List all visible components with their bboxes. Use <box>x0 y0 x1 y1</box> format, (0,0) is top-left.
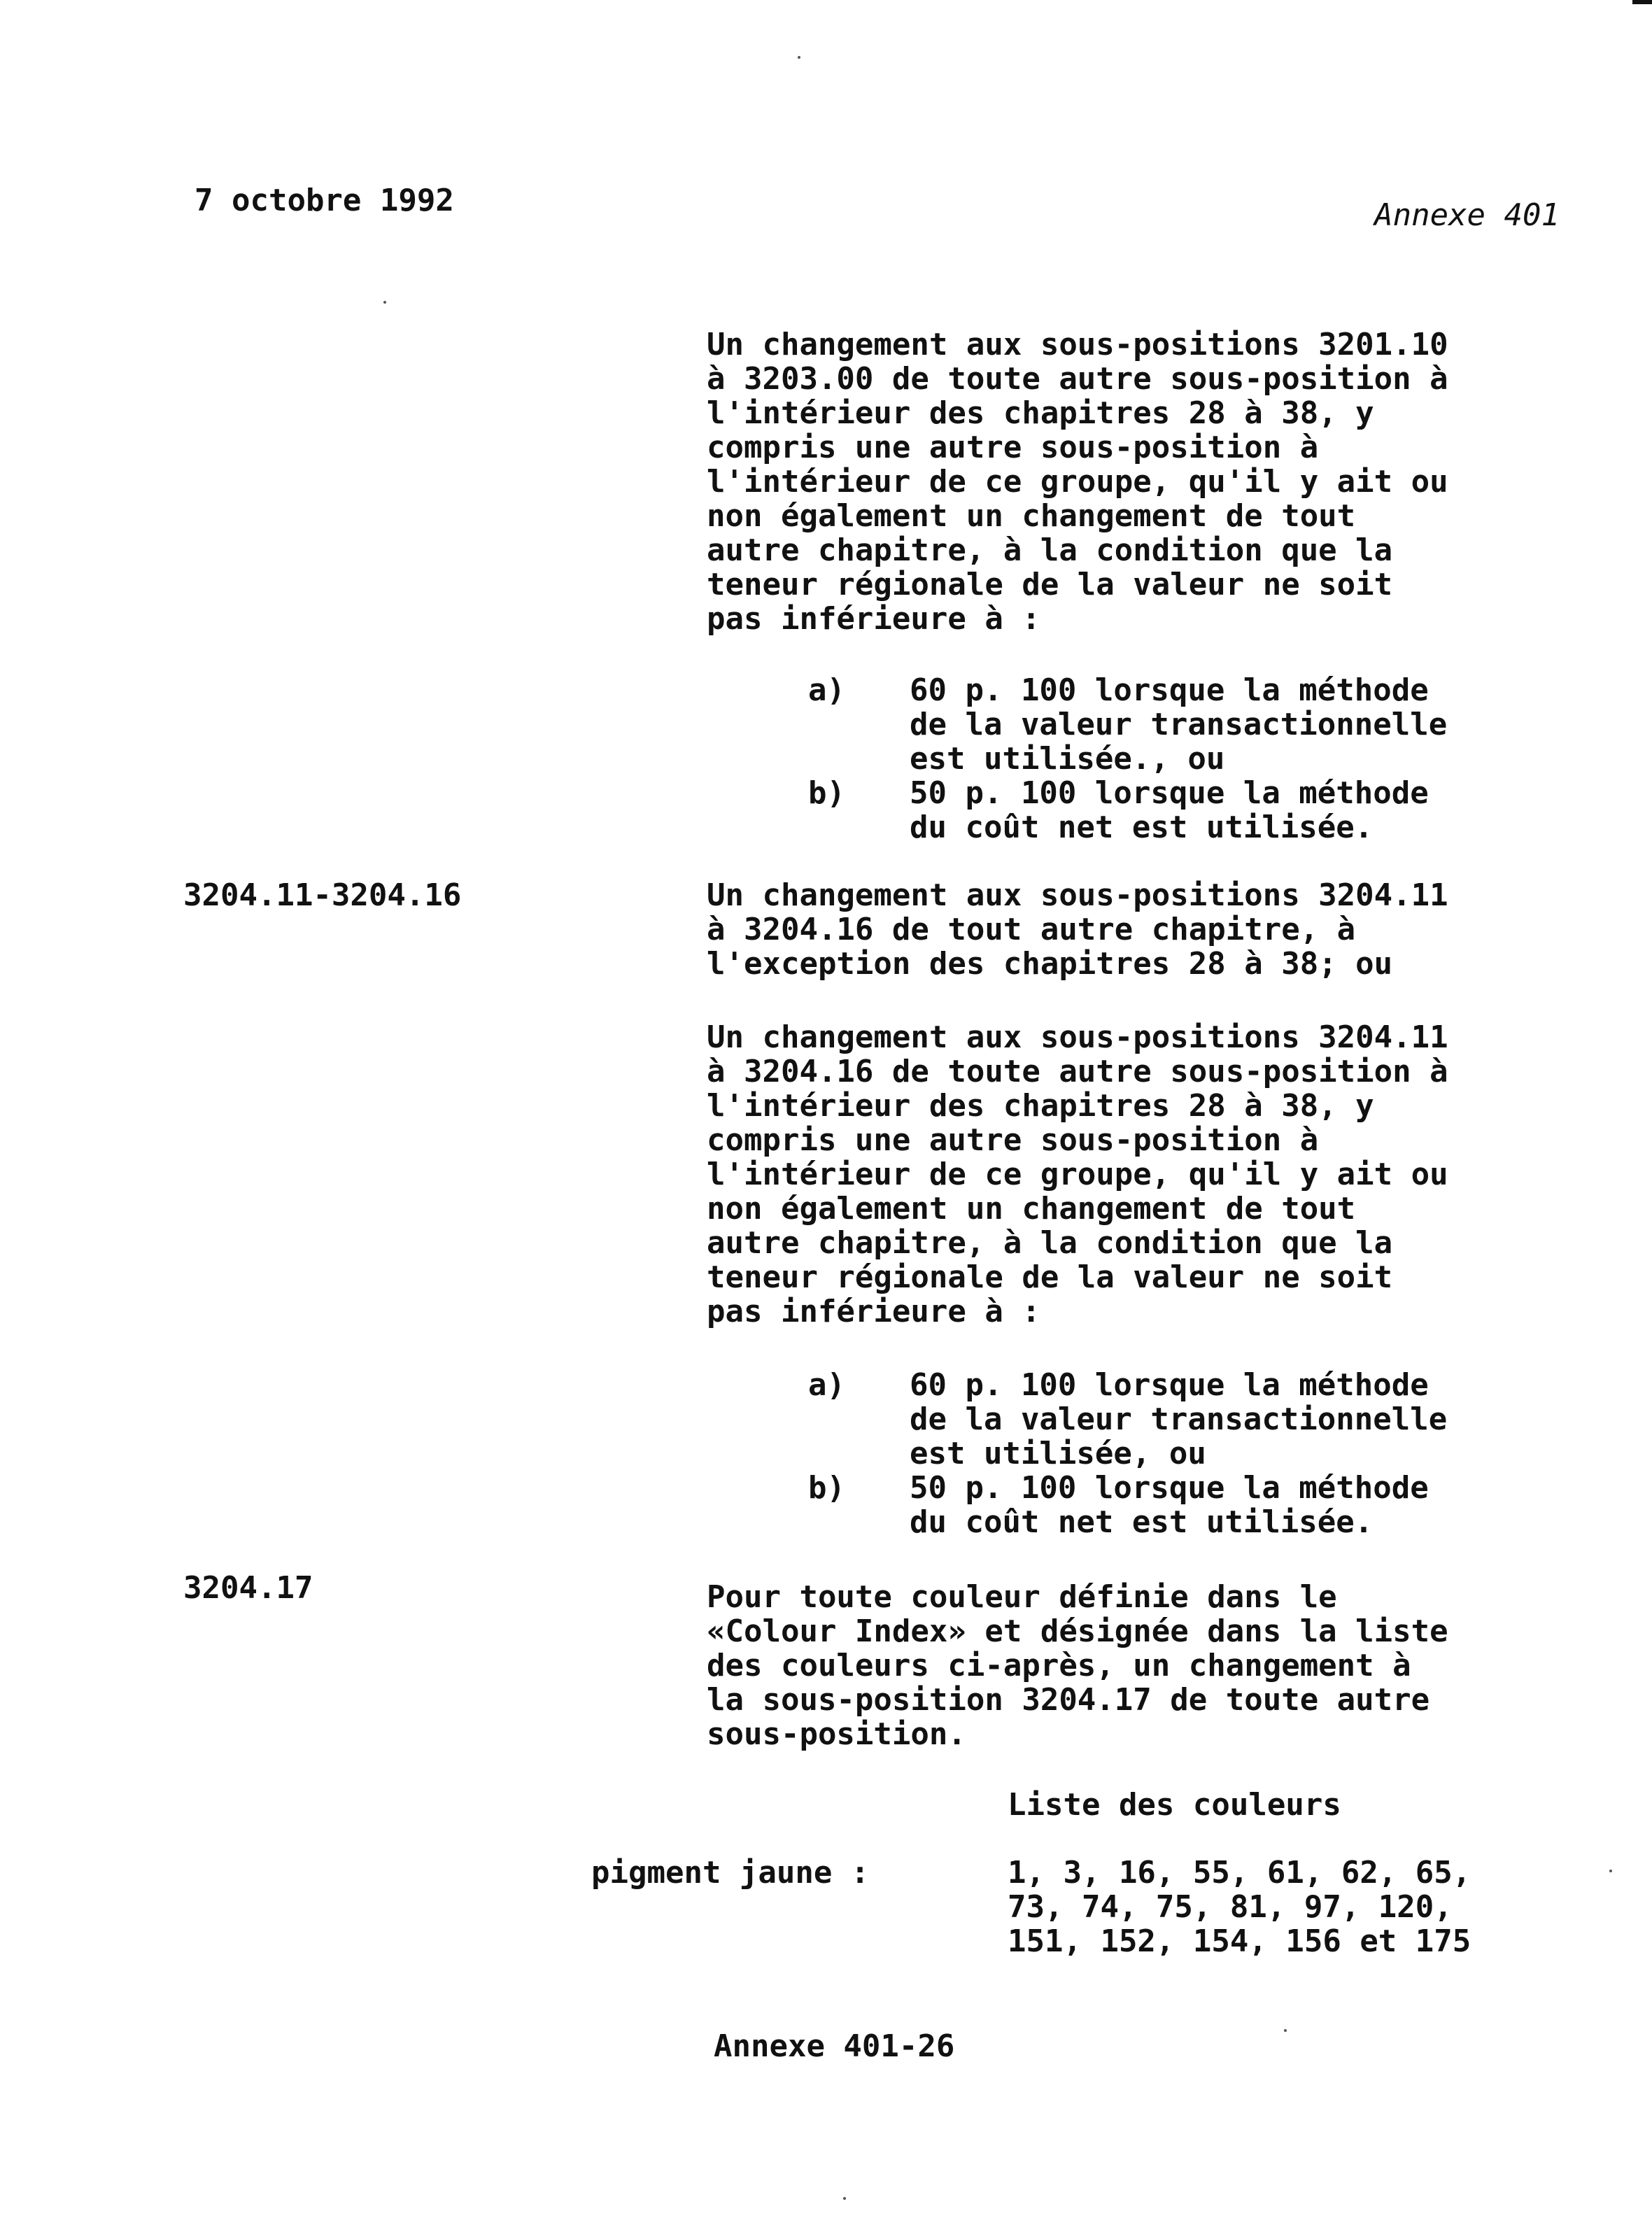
rule-3-paragraph: Pour toute couleur définie dans le «Colour Index» et désignée dans la liste des couleurs ci-après, un changement à la sous-position 3204.17 de toute autre sous-position. <box>707 1579 1448 1752</box>
rule-1-paragraph: Un changement aux sous-positions 3201.10 à 3203.00 de toute autre sous-position à l'intérieur des chapitres 28 à 38, y compris une autre sous-position à l'intérieur de ce groupe, qu'il y ait ou non également un changement de tout autre chapitre, à la condition que la teneur régionale de la valeur ne soit pas inférieure à : <box>707 327 1448 637</box>
condition-label: b) <box>808 1470 845 1506</box>
scan-speck <box>798 56 800 59</box>
colours-list-title: Liste des couleurs <box>1008 1787 1341 1823</box>
rule-1-conditions <box>808 673 1564 845</box>
rule-2-paragraph-1: Un changement aux sous-positions 3204.11 à 3204.16 de tout autre chapitre, à l'exception des chapitres 28 à 38; ou <box>707 877 1448 982</box>
condition-text: 50 p. 100 lorsque la méthode du coût net est utilisée. <box>910 775 1429 845</box>
scan-speck <box>1609 1870 1612 1872</box>
pigment-values: 1, 3, 16, 55, 61, 62, 65, 73, 74, 75, 81, 97, 120, 151, 152, 154, 156 et 175 <box>1008 1855 1471 1959</box>
scan-speck <box>1284 2029 1287 2032</box>
condition-text: 50 p. 100 lorsque la méthode du coût net est utilisée. <box>910 1470 1429 1540</box>
condition-item-a <box>808 673 1564 776</box>
condition-text: 60 p. 100 lorsque la méthode de la valeur transactionnelle est utilisée, ou <box>910 1367 1448 1471</box>
pigment-label: pigment jaune : <box>591 1855 870 1891</box>
header-date: 7 octobre 1992 <box>195 183 454 218</box>
condition-label: b) <box>808 775 845 811</box>
scan-speck <box>383 301 386 304</box>
rule-2-code: 3204.11-3204.16 <box>183 877 462 913</box>
rule-2-conditions <box>808 1368 1564 1539</box>
rule-3-code: 3204.17 <box>183 1570 313 1606</box>
page-footer: Annexe 401-26 <box>714 2028 955 2064</box>
condition-label: a) <box>808 672 845 708</box>
header-annex: Annexe 401 <box>1374 197 1560 233</box>
condition-item-a <box>808 1368 1564 1471</box>
scan-corner-mark <box>1632 0 1652 4</box>
condition-label: a) <box>808 1367 845 1403</box>
scan-speck <box>843 2197 846 2200</box>
condition-item-b <box>808 1471 1564 1539</box>
rule-2-paragraph-2: Un changement aux sous-positions 3204.11 à 3204.16 de toute autre sous-position à l'intérieur des chapitres 28 à 38, y compris une autre sous-position à l'intérieur de ce groupe, qu'il y ait ou non également un changement de tout autre chapitre, à la condition que la teneur régionale de la valeur ne soit pas inférieure à : <box>707 1019 1448 1329</box>
condition-item-b <box>808 776 1564 845</box>
condition-text: 60 p. 100 lorsque la méthode de la valeur transactionnelle est utilisée., ou <box>910 672 1448 777</box>
